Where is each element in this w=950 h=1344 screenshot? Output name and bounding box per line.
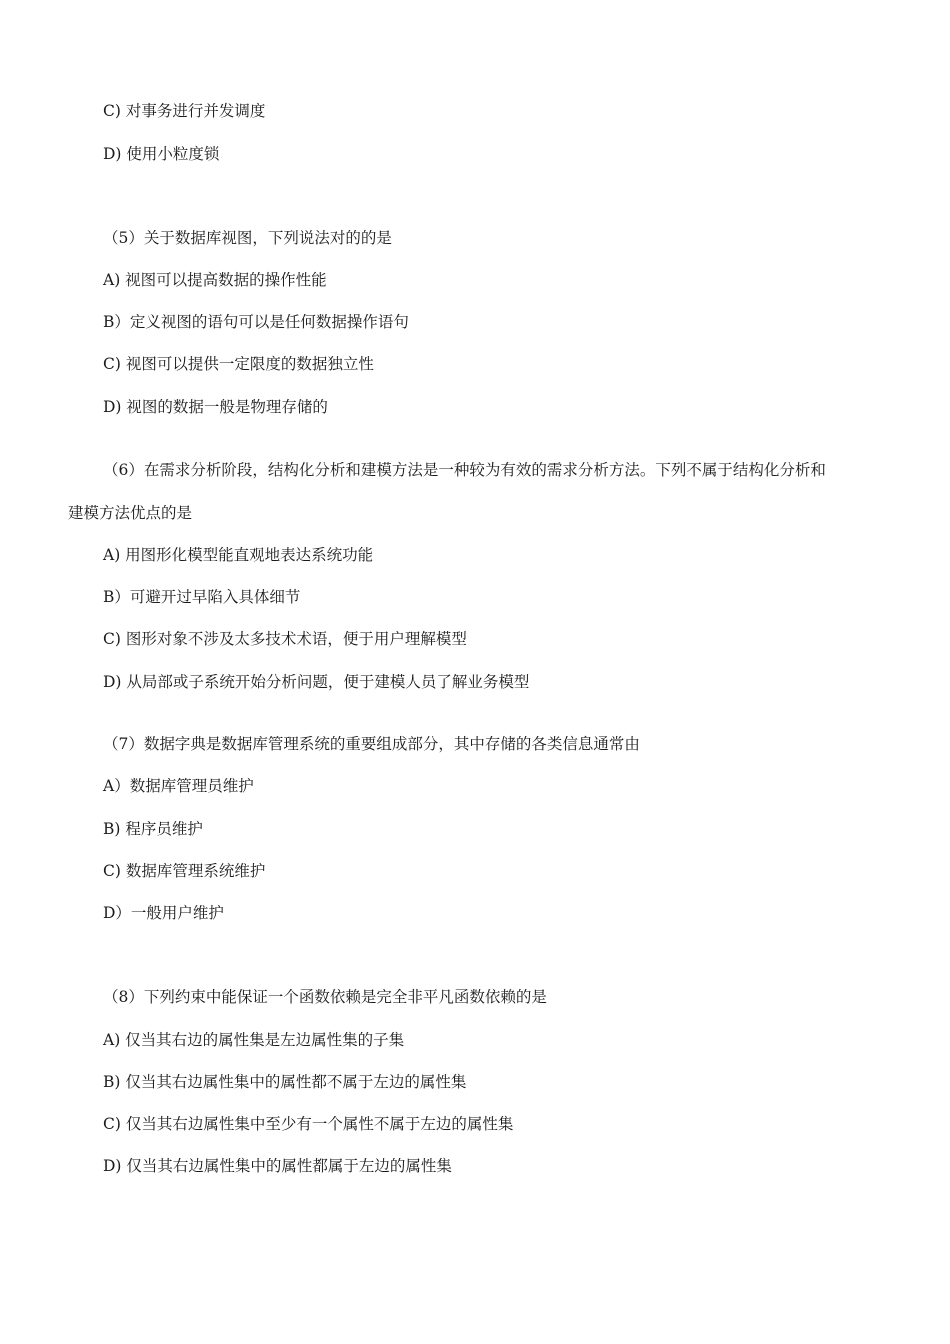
q6-option-b: B）可避开过早陷入具体细节 [103,588,301,606]
q8-option-b: B) 仅当其右边属性集中的属性都不属于左边的属性集 [103,1073,467,1091]
option-d-prev: D) 使用小粒度锁 [103,145,220,163]
q7-option-a: A）数据库管理员维护 [103,777,254,795]
q5-option-b: B）定义视图的语句可以是任何数据操作语句 [103,313,409,331]
question-6-stem-line1: （6）在需求分析阶段，结构化分析和建模方法是一种较为有效的需求分析方法。下列不属于结构化分析和 [103,461,826,479]
q7-option-c: C) 数据库管理系统维护 [103,862,266,880]
q6-option-a: A) 用图形化模型能直观地表达系统功能 [103,546,374,564]
q5-option-a: A) 视图可以提高数据的操作性能 [103,271,327,289]
q8-option-d: D) 仅当其右边属性集中的属性都属于左边的属性集 [103,1157,452,1175]
q8-option-a: A) 仅当其右边的属性集是左边属性集的子集 [103,1031,405,1049]
question-7-stem: （7）数据字典是数据库管理系统的重要组成部分，其中存储的各类信息通常由 [103,735,640,753]
q5-option-d: D) 视图的数据一般是物理存储的 [103,398,328,416]
q6-option-d: D) 从局部或子系统开始分析问题，便于建模人员了解业务模型 [103,673,530,691]
q5-option-c: C) 视图可以提供一定限度的数据独立性 [103,355,374,373]
question-8-stem: （8）下列约束中能保证一个函数依赖是完全非平凡函数依赖的是 [103,988,547,1006]
q8-option-c: C) 仅当其右边属性集中至少有一个属性不属于左边的属性集 [103,1115,514,1133]
question-5-stem: （5）关于数据库视图，下列说法对的的是 [103,229,392,247]
question-6-stem-line2: 建模方法优点的是 [68,504,193,522]
q6-option-c: C) 图形对象不涉及太多技术术语，便于用户理解模型 [103,630,467,648]
option-c-prev: C) 对事务进行并发调度 [103,102,266,120]
q7-option-b: B) 程序员维护 [103,820,203,838]
q7-option-d: D）一般用户维护 [103,904,224,922]
